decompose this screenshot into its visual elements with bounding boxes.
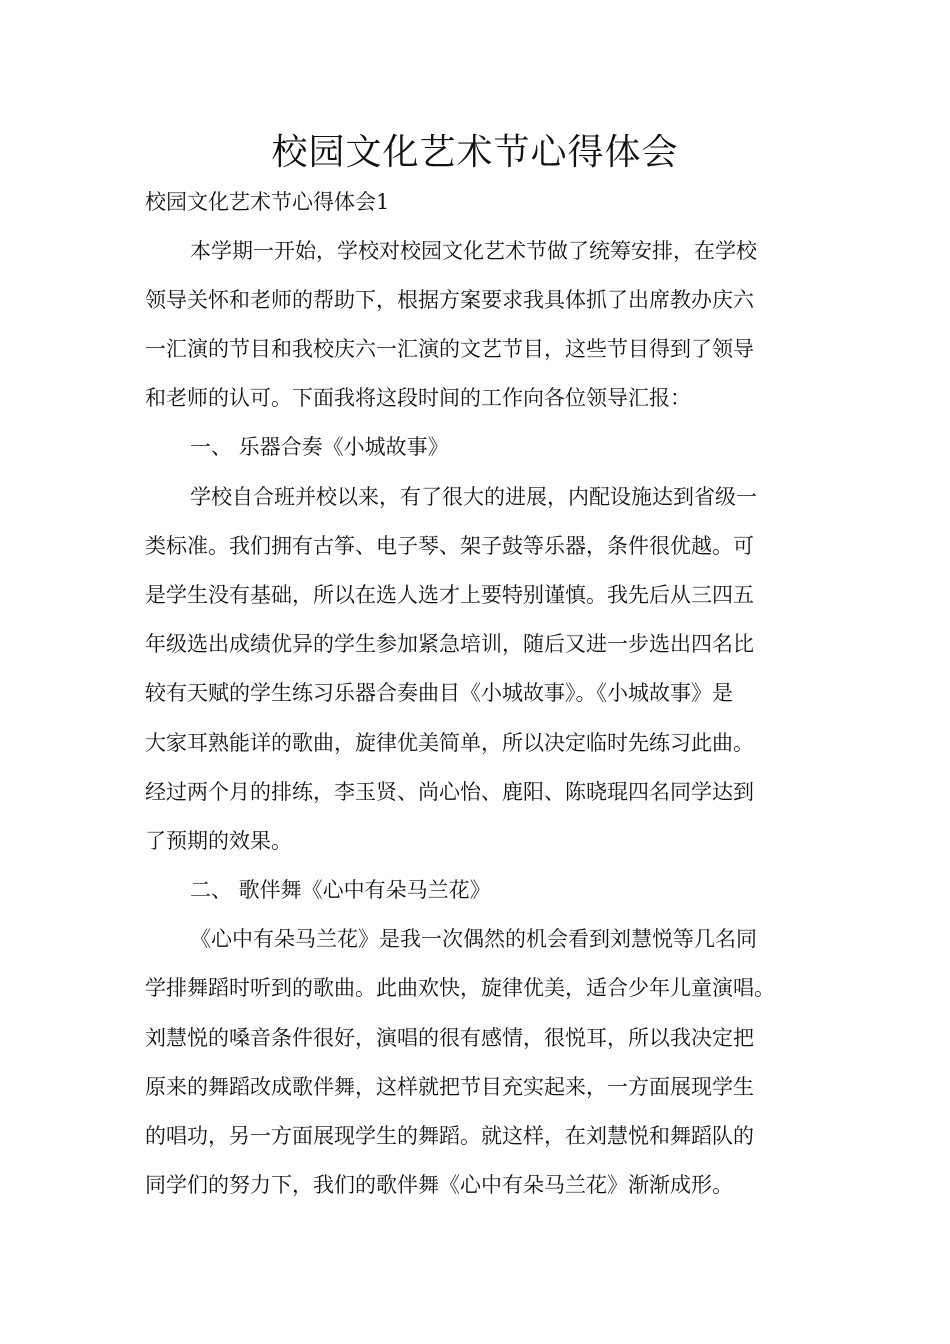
paragraph-line: 学校自合班并校以来，有了很大的进展，内配设施达到省级一 [190,485,757,509]
paragraph-line: 本学期一开始，学校对校园文化艺术节做了统筹安排，在学校 [190,239,757,263]
paragraph-line: 领导关怀和老师的帮助下，根据方案要求我具体抓了出席教办庆六 [145,288,754,312]
paragraph-line: 一汇演的节目和我校庆六一汇演的文艺节目，这些节目得到了领导 [145,337,754,361]
paragraph-line: 和老师的认可。下面我将这段时间的工作向各位领导汇报： [145,386,691,410]
paragraph-line: 原来的舞蹈改成歌伴舞，这样就把节目充实起来，一方面展现学生 [145,1075,754,1099]
paragraph-line: 刘慧悦的嗓音条件很好，演唱的很有感情，很悦耳，所以我决定把 [145,1026,754,1050]
paragraph-line: 了预期的效果。 [145,829,292,853]
paragraph-line: 是学生没有基础，所以在选人选才上要特别谨慎。我先后从三四五 [145,583,754,607]
document-subtitle: 校园文化艺术节心得体会1 [145,190,390,214]
section-heading: 一、 乐器合奏《小城故事》 [190,435,449,459]
paragraph-line: 年级选出成绩优异的学生参加紧急培训，随后又进一步选出四名比 [145,632,754,656]
document-title: 校园文化艺术节心得体会 [271,132,679,173]
paragraph-line: 同学们的努力下，我们的歌伴舞《心中有朵马兰花》渐渐成形。 [145,1173,733,1197]
paragraph-line: 较有天赋的学生练习乐器合奏曲目《小城故事》。《小城故事》是 [145,681,733,705]
paragraph-line: 的唱功，另一方面展现学生的舞蹈。就这样，在刘慧悦和舞蹈队的 [145,1124,754,1148]
paragraph-line: 学排舞蹈时听到的歌曲。此曲欢快，旋律优美，适合少年儿童演唱。 [145,976,775,1000]
paragraph-line: 《心中有朵马兰花》是我一次偶然的机会看到刘慧悦等几名同 [190,927,757,951]
paragraph-line: 经过两个月的排练，李玉贤、尚心怡、鹿阳、陈晓琨四名同学达到 [145,780,754,804]
paragraph-line: 大家耳熟能详的歌曲，旋律优美简单，所以决定临时先练习此曲。 [145,731,754,755]
paragraph-line: 类标准。我们拥有古筝、电子琴、架子鼓等乐器，条件很优越。可 [145,534,754,558]
section-heading: 二、 歌伴舞《心中有朵马兰花》 [190,878,491,902]
